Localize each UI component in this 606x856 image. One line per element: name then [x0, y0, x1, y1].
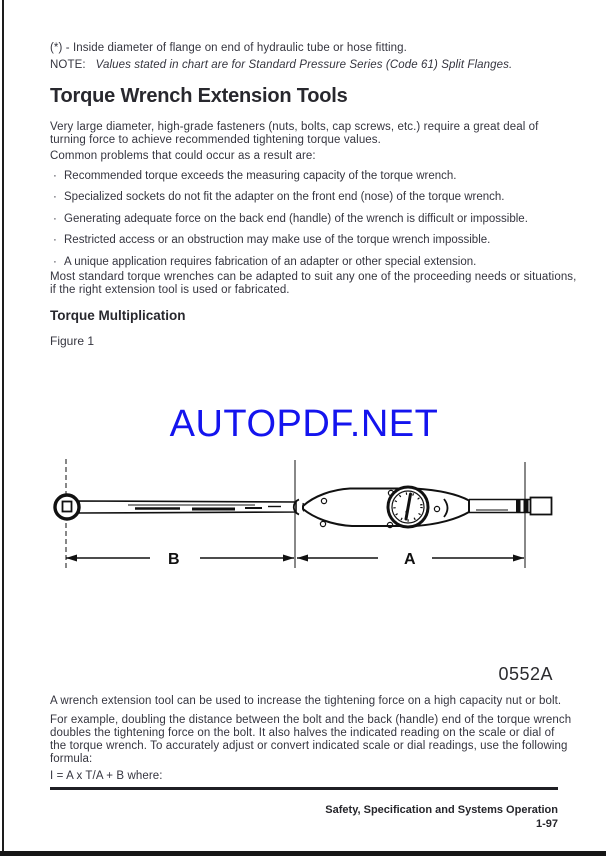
example-line: formula: — [50, 753, 93, 765]
wrench-dial-gauge — [388, 487, 428, 527]
formula-line: I = A x T/A + B where: — [50, 770, 163, 782]
bullet-item — [53, 170, 457, 183]
bullet-text: A unique application requires fabrication of an adapter or other special extension. — [64, 256, 477, 268]
page-bottom-scan-border — [0, 851, 606, 856]
bullet-dot: · — [53, 170, 57, 182]
subsection-title: Torque Multiplication — [50, 308, 186, 323]
bullet-text: Specialized sockets do not fit the adapter on the front end (nose) of the torque wrench. — [64, 191, 505, 203]
problems-lead: Common problems that could occur as a result are: — [50, 150, 316, 162]
flange-footnote: (*) - Inside diameter of flange on end of hydraulic tube or hose fitting. — [50, 42, 407, 54]
example-line: the torque wrench. To accurately adjust or convert indicated scale or dial readings, use the following — [50, 740, 568, 752]
bullet-item — [53, 256, 476, 269]
wrench-shaft — [79, 501, 296, 513]
note-label: NOTE: — [50, 59, 86, 71]
figure-code: 0552A — [498, 664, 553, 684]
wrench-body — [303, 489, 469, 528]
example-line: doubles the tightening force on the bolt. It also halves the indicated reading on the scale or dial of — [50, 727, 555, 739]
bullet-item — [53, 191, 504, 204]
bullet-dot: · — [53, 191, 57, 203]
note-text: Values stated in chart are for Standard Pressure Series (Code 61) Split Flanges. — [95, 59, 513, 71]
footer-rule — [50, 787, 558, 790]
bullet-text: Recommended torque exceeds the measuring capacity of the torque wrench. — [64, 170, 457, 182]
intro-line: Very large diameter, high-grade fasteners (nuts, bolts, cap screws, etc.) require a great deal of — [50, 121, 539, 133]
extension-intro-line: A wrench extension tool can be used to increase the tightening force on a high capacity nut or bolt. — [50, 695, 562, 707]
bullet-item — [53, 213, 528, 226]
page-title: Torque Wrench Extension Tools — [50, 85, 348, 107]
adapt-line: if the right extension tool is used or fabricated. — [50, 284, 290, 296]
bullet-dot: · — [53, 213, 57, 225]
wrench-handle-ring — [55, 495, 79, 519]
figure-1-torque-wrench-diagram — [40, 448, 565, 578]
wrench-drive-head — [469, 498, 552, 515]
figure-caption: Figure 1 — [50, 334, 95, 348]
intro-line: turning force to achieve recommended tightening torque values. — [50, 134, 381, 146]
bullet-dot: · — [53, 234, 57, 246]
bullet-text: Restricted access or an obstruction may make use of the torque wrench impossible. — [64, 234, 491, 246]
dimension-b — [66, 555, 294, 562]
note-line — [50, 59, 512, 72]
adapt-line: Most standard torque wrenches can be adapted to suit any one of the proceeding needs or situations, — [50, 271, 577, 283]
dimension-b-label: B — [168, 551, 180, 568]
example-line: For example, doubling the distance between the bolt and the back (handle) end of the torque wrench — [50, 714, 572, 726]
footer-section-title: Safety, Specification and Systems Operation — [325, 804, 558, 816]
dimension-a-label: A — [404, 551, 416, 568]
bullet-dot: · — [53, 256, 57, 268]
footer-page-number: 1-97 — [535, 818, 558, 830]
bullet-text: Generating adequate force on the back end (handle) of the wrench is difficult or impossible. — [64, 213, 528, 225]
watermark-link[interactable]: AUTOPDF.NET — [169, 403, 439, 445]
page-left-scan-border — [2, 0, 4, 856]
bullet-item — [53, 234, 490, 247]
